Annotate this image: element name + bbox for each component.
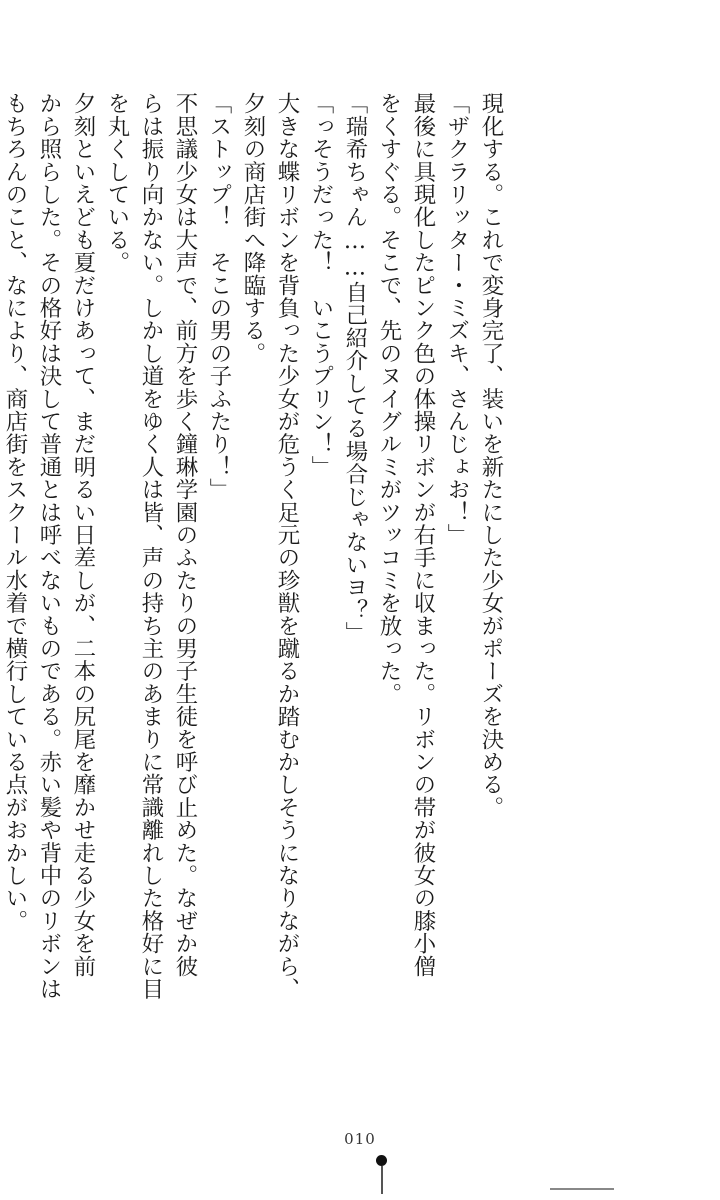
- text-column: 不思議少女は大声で、前方を歩く鐘琳学園のふたりの男子生徒を呼び止めた。なぜか彼: [172, 92, 198, 978]
- text-column: をくすぐる。そこで、先のヌイグルミがツッコミを放った。: [376, 92, 402, 705]
- text-column: 「っそうだった！ いこうプリン！」: [308, 92, 334, 478]
- text-column: から照らした。その格好は決して普通とは呼べないものである。赤い髪や背中のリボンは: [36, 92, 62, 1000]
- text-column: もちろんのこと、なにより、商店街をスクール水着で横行している点がおかしい。: [2, 92, 28, 932]
- text-column: らは振り向かない。しかし道をゆく人は皆、声の持ち主のあまりに常識離れした格好に目: [138, 92, 164, 1000]
- folio-dot-ornament: [376, 1155, 387, 1166]
- text-column: 大きな蝶リボンを背負った少女が危うく足元の珍獣を蹴るか踏むかしそうになりながら、: [274, 92, 300, 1000]
- text-column: を丸くしている。: [104, 92, 130, 274]
- text-column: 「瑞希ちゃん……自己紹介してる場合じゃないヨ？」: [342, 92, 368, 644]
- folio-stem-ornament: [381, 1166, 383, 1194]
- page-number: 010: [344, 1130, 376, 1148]
- vertical-text-body: [0, 92, 504, 1000]
- text-column: 「ザクラリッター・ミズキ、さんじょお！」: [444, 92, 470, 546]
- corner-rule: [550, 1188, 614, 1190]
- text-column: 「ストップ！ そこの男の子ふたり！」: [206, 92, 232, 501]
- text-column: 最後に具現化したピンク色の体操リボンが右手に収まった。リボンの帯が彼女の膝小僧: [410, 92, 436, 978]
- text-column: 現化する。これで変身完了、装いを新たにした少女がポーズを決める。: [478, 92, 504, 819]
- text-column: 夕刻といえども夏だけあって、まだ明るい日差しが、二本の尻尾を靡かせ走る少女を前: [70, 92, 96, 978]
- text-column: 夕刻の商店街へ降臨する。: [240, 92, 266, 365]
